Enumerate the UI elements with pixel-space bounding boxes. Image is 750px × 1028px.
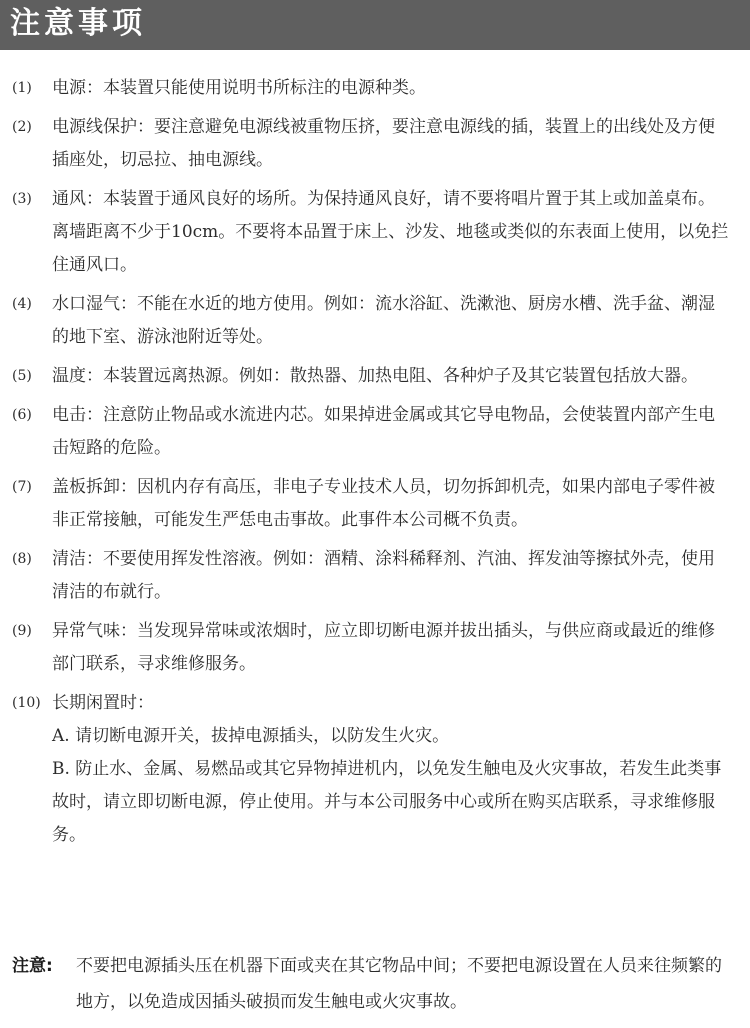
note-section bbox=[0, 948, 750, 1020]
item-number: (7) bbox=[12, 479, 32, 495]
item-text: 通风：本装置于通风良好的场所。为保持通风良好，请不要将唱片置于其上或加盖桌布。离墙距离不少于10cm。不要将本品置于床上、沙发、地毯或类似的东表面上使用，以免拦住通风口。 bbox=[52, 189, 729, 275]
item-text: 清洁：不要使用挥发性溶液。例如：酒精、涂料稀释剂、汽油、挥发油等擦拭外壳，使用清洁的布就行。 bbox=[52, 549, 715, 602]
list-item bbox=[0, 183, 750, 282]
sub-item bbox=[52, 720, 730, 753]
sub-item-text: B. 防止水、金属、易燃品或其它异物掉进机内，以免发生触电及火灾事故，若发生此类事故时，请立即切断电源，停止使用。并与本公司服务中心或所在购买店联系，寻求维修服务。 bbox=[52, 759, 722, 845]
item-text: 异常气味：当发现异常味或浓烟时，应立即切断电源并拔出插头，与供应商或最近的维修部门联系，寻求维修服务。 bbox=[52, 621, 715, 674]
list-item bbox=[0, 288, 750, 354]
header-bar bbox=[0, 0, 750, 50]
item-number: (2) bbox=[12, 119, 32, 135]
item-text: 电源：本装置只能使用说明书所标注的电源种类。 bbox=[52, 78, 426, 98]
item-number: (8) bbox=[12, 551, 32, 567]
item-number: (6) bbox=[12, 407, 32, 423]
list-item bbox=[0, 471, 750, 537]
note-label: 注意: bbox=[12, 956, 53, 976]
item-text: 温度：本装置远离热源。例如：散热器、加热电阻、各种炉子及其它装置包括放大器。 bbox=[52, 366, 698, 386]
precautions-list bbox=[0, 72, 750, 858]
sub-item bbox=[52, 753, 730, 852]
item-text: 盖板拆卸：因机内存有高压，非电子专业技术人员，切勿拆卸机壳，如果内部电子零件被非正常接触，可能发生严恁电击事故。此事件本公司概不负责。 bbox=[52, 477, 715, 530]
page-title: 注意事项 bbox=[10, 6, 146, 41]
item-number: (9) bbox=[12, 623, 32, 639]
list-item bbox=[0, 360, 750, 393]
item-text: 水口湿气：不能在水近的地方使用。例如：流水浴缸、洗漱池、厨房水槽、洗手盆、潮湿的地下室、游泳池附近等处。 bbox=[52, 294, 715, 347]
item-text: 电击：注意防止物品或水流进内芯。如果掉进金属或其它导电物品，会使装置内部产生电击短路的危险。 bbox=[52, 405, 715, 458]
note-text: 不要把电源插头压在机器下面或夹在其它物品中间；不要把电源设置在人员来往频繁的地方，以免造成因插头破损而发生触电或火灾事故。 bbox=[76, 956, 722, 1012]
list-item bbox=[0, 72, 750, 105]
item-number: (4) bbox=[12, 296, 32, 312]
item-text: 电源线保护：要注意避免电源线被重物压挤，要注意电源线的插，装置上的出线处及方便插座处，切忌拉、抽电源线。 bbox=[52, 117, 715, 170]
sub-item-text: A. 请切断电源开关，拔掉电源插头，以防发生火灾。 bbox=[52, 726, 450, 746]
list-item bbox=[0, 687, 750, 852]
list-item bbox=[0, 111, 750, 177]
item-number: (3) bbox=[12, 191, 32, 207]
list-item bbox=[0, 543, 750, 609]
item-number: (5) bbox=[12, 368, 32, 384]
item-number: (1) bbox=[12, 80, 32, 96]
list-item bbox=[0, 615, 750, 681]
item-number: (10) bbox=[12, 695, 41, 711]
list-item bbox=[0, 399, 750, 465]
item-text: 长期闲置时： bbox=[52, 693, 154, 713]
